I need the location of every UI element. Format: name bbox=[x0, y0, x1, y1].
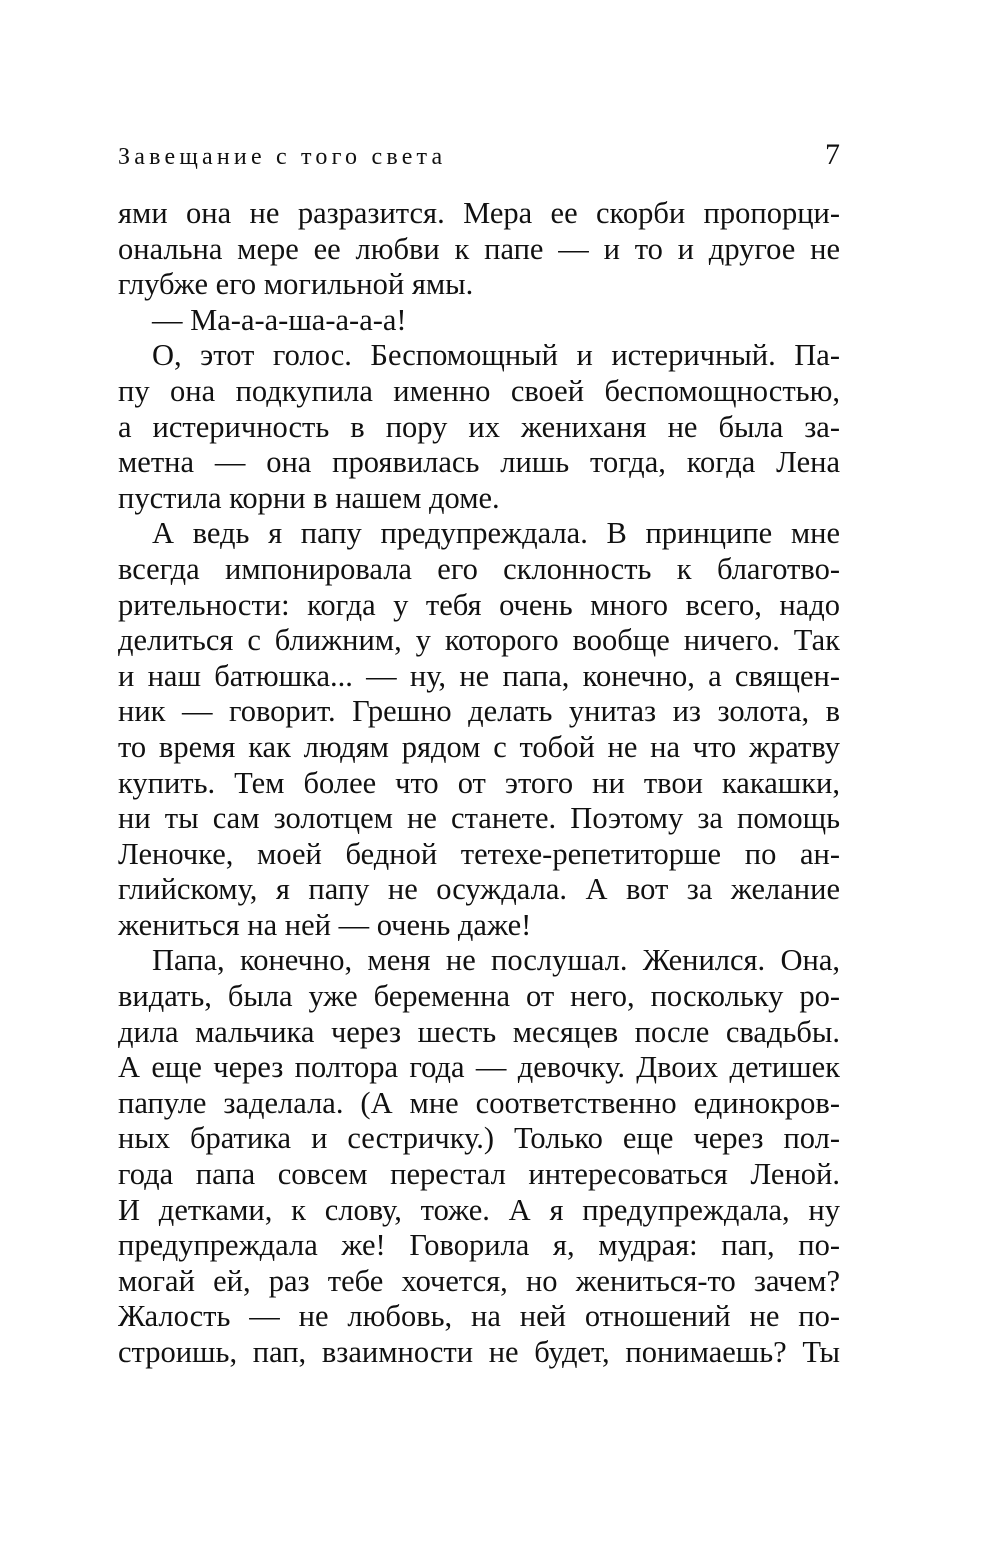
text-line: а истеричность в пору их жениханя не была за- bbox=[118, 409, 840, 444]
text-line: А ведь я папу предупреждала. В принципе мне bbox=[152, 516, 840, 551]
body-text bbox=[118, 196, 840, 1371]
paragraph bbox=[118, 516, 840, 943]
text-line: ни ты сам золотцем не станете. Поэтому за помощь bbox=[118, 801, 840, 836]
text-line: И детками, к слову, тоже. А я предупреждала, ну bbox=[118, 1192, 840, 1227]
text-line: дила мальчика через шесть месяцев после свадьбы. bbox=[118, 1014, 840, 1049]
text-line: Жалость — не любовь, на ней отношений не по- bbox=[118, 1299, 840, 1334]
text-line: Папа, конечно, меня не послушал. Женился. Она, bbox=[152, 943, 840, 978]
text-line: — Ма-а-а-ша-а-а-а! bbox=[152, 302, 407, 337]
paragraph bbox=[118, 943, 840, 1370]
text-line: метна — она проявилась лишь тогда, когда Лена bbox=[118, 445, 840, 480]
page-number: 7 bbox=[825, 138, 840, 171]
text-line: всегда импонировала его склонность к благотво- bbox=[118, 551, 840, 586]
text-line: делиться с ближним, у которого вообще ничего. Так bbox=[118, 623, 840, 658]
text-line: жениться на ней — очень даже! bbox=[118, 907, 532, 942]
text-line: и наш батюшка... — ну, не папа, конечно, а священ- bbox=[118, 658, 840, 693]
text-line: купить. Тем более что от этого ни твои какашки, bbox=[118, 765, 840, 800]
text-line: рительности: когда у тебя очень много всего, надо bbox=[118, 587, 840, 622]
paragraph bbox=[118, 303, 840, 339]
text-line: то время как людям рядом с тобой не на что жратву bbox=[118, 729, 840, 764]
text-line: глийскому, я папу не осуждала. А вот за желание bbox=[118, 872, 840, 907]
text-line: года папа совсем перестал интересоваться Леной. bbox=[118, 1157, 840, 1192]
text-line: пу она подкупила именно своей беспомощностью, bbox=[118, 373, 840, 408]
text-line: А еще через полтора года — девочку. Двоих детишек bbox=[118, 1050, 840, 1085]
text-line: О, этот голос. Беспомощный и истеричный. Па- bbox=[152, 338, 840, 373]
text-line: ями она не разразится. Мера ее скорби пропорци- bbox=[118, 196, 840, 230]
text-line: пустила корни в нашем доме. bbox=[118, 480, 500, 515]
text-line: строишь, пап, взаимности не будет, понимаешь? Ты bbox=[118, 1335, 840, 1369]
text-line: Леночке, моей бедной тетехе-репетиторше по ан- bbox=[118, 836, 840, 871]
book-page bbox=[118, 138, 840, 1371]
text-line: видать, была уже беременна от него, поскольку ро- bbox=[118, 979, 840, 1014]
text-line: ных братика и сестричку.) Только еще через пол- bbox=[118, 1121, 840, 1156]
text-line: папуле заделала. (А мне соответственно единокров- bbox=[118, 1085, 840, 1120]
running-head bbox=[118, 138, 840, 178]
paragraph bbox=[118, 338, 840, 516]
paragraph bbox=[118, 196, 840, 303]
text-line: ник — говорит. Грешно делать унитаз из золота, в bbox=[118, 694, 840, 729]
running-title: Завещание с того света bbox=[118, 144, 447, 170]
text-line: могай ей, раз тебе хочется, но жениться-то зачем? bbox=[118, 1263, 840, 1298]
text-line: глубже его могильной ямы. bbox=[118, 267, 474, 302]
text-line: ональна мере ее любви к папе — и то и другое не bbox=[118, 231, 840, 266]
text-line: предупреждала же! Говорила я, мудрая: пап, по- bbox=[118, 1228, 840, 1263]
